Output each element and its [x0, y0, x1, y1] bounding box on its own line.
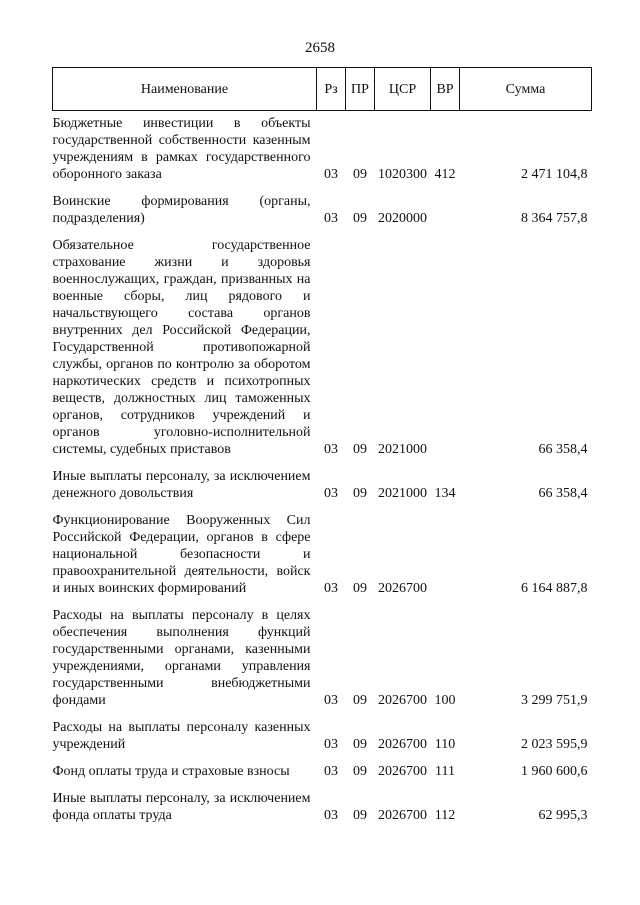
- row-rz: 03: [324, 808, 338, 823]
- row-pr: 09: [353, 442, 367, 457]
- row-name: Фонд оплаты труда и страховые взносы: [52, 764, 290, 779]
- row-name: Обязательное государственное страхование жизни и здоровья военнослужащих, граждан, призванных на военные сборы, лиц рядового и начальствующего состава органов внутренних дел Российской Федерации, Государственной противопожарной службы, органов по контролю за оборотом наркотических средств и психотропных веществ, должностных лиц таможенных органов, сотрудников учреждений и органов уголовно-исполнительной системы, судебных приставов: [52, 238, 311, 457]
- row-pr: 09: [353, 167, 367, 182]
- row-pr: 09: [353, 737, 367, 752]
- row-sum: 66 358,4: [538, 486, 588, 501]
- row-vr: 100: [434, 693, 456, 708]
- header-name: Наименование: [53, 68, 317, 111]
- row-sum: 2 471 104,8: [521, 167, 588, 182]
- header-sum: Сумма: [460, 68, 592, 111]
- row-csr: 1020300: [378, 167, 427, 182]
- row-rz: 03: [324, 486, 338, 501]
- row-rz: 03: [324, 693, 338, 708]
- table-row: [53, 502, 592, 597]
- row-csr: 2026700: [378, 581, 427, 596]
- header-rz: Рз: [317, 68, 346, 111]
- row-csr: 2021000: [378, 486, 427, 501]
- row-vr: 111: [435, 764, 455, 779]
- row-rz: 03: [324, 167, 338, 182]
- row-pr: 09: [353, 486, 367, 501]
- row-vr: 112: [434, 808, 456, 823]
- row-name: Бюджетные инвестиции в объекты государственной собственности казенным учреждениям в рамках государственного оборонного заказа: [52, 116, 311, 182]
- row-rz: 03: [324, 764, 338, 779]
- row-pr: 09: [353, 211, 367, 226]
- row-sum: 3 299 751,9: [521, 693, 588, 708]
- row-vr: 134: [434, 486, 456, 501]
- row-name: Воинские формирования (органы, подразделения): [52, 194, 311, 226]
- row-sum: 8 364 757,8: [521, 211, 588, 226]
- table-row: [53, 753, 592, 780]
- table-row: [53, 111, 592, 184]
- row-csr: 2026700: [378, 693, 427, 708]
- row-csr: 2026700: [378, 737, 427, 752]
- header-pr: ПР: [346, 68, 375, 111]
- row-csr: 2026700: [378, 808, 427, 823]
- table-row: [53, 780, 592, 824]
- row-name: Функционирование Вооруженных Сил Российской Федерации, органов в сфере национальной безопасности и правоохранительной деятельности, войск и иных воинских формирований: [52, 513, 311, 596]
- row-pr: 09: [353, 581, 367, 596]
- row-sum: 62 995,3: [538, 808, 588, 823]
- row-sum: 6 164 887,8: [521, 581, 588, 596]
- row-csr: 2021000: [378, 442, 427, 457]
- row-vr: 110: [434, 737, 456, 752]
- row-vr: [431, 227, 460, 458]
- row-csr: 2026700: [378, 764, 427, 779]
- row-pr: 09: [353, 808, 367, 823]
- row-vr: [431, 183, 460, 227]
- header-row: [53, 68, 592, 111]
- row-csr: 2020000: [378, 211, 427, 226]
- header-csr: ЦСР: [375, 68, 431, 111]
- table-row: [53, 597, 592, 709]
- table-row: [53, 227, 592, 458]
- row-pr: 09: [353, 764, 367, 779]
- row-vr: 412: [434, 167, 456, 182]
- budget-table: [52, 67, 592, 824]
- row-rz: 03: [324, 211, 338, 226]
- row-rz: 03: [324, 442, 338, 457]
- page-number: 2658: [305, 40, 335, 56]
- row-name: Иные выплаты персоналу, за исключением денежного довольствия: [52, 469, 311, 501]
- row-sum: 66 358,4: [538, 442, 588, 457]
- row-rz: 03: [324, 581, 338, 596]
- row-pr: 09: [353, 693, 367, 708]
- row-name: Расходы на выплаты персоналу казенных учреждений: [52, 720, 311, 752]
- row-vr: [431, 502, 460, 597]
- row-rz: 03: [324, 737, 338, 752]
- table-row: [53, 709, 592, 753]
- row-name: Иные выплаты персоналу, за исключением фонда оплаты труда: [52, 791, 311, 823]
- row-sum: 1 960 600,6: [521, 764, 588, 779]
- table-row: [53, 458, 592, 502]
- header-vr: ВР: [431, 68, 460, 111]
- table-row: [53, 183, 592, 227]
- row-sum: 2 023 595,9: [521, 737, 588, 752]
- row-name: Расходы на выплаты персоналу в целях обеспечения выполнения функций государственными органами, казенными учреждениями, органами управления государственными внебюджетными фондами: [52, 608, 311, 708]
